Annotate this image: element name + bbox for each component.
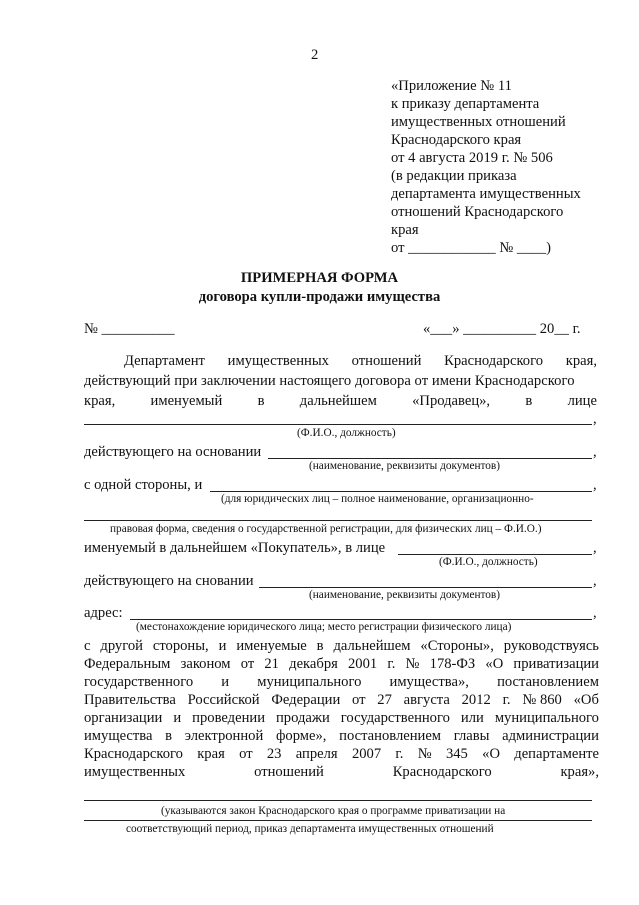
appendix-line: Краснодарского края (391, 132, 522, 148)
basis-label: действующего на основании (84, 444, 262, 460)
seller-rep-blank (84, 424, 592, 425)
paragraph-line: Правительства Российской Федерации от 27 августа 2012 г. № 860 «Об (84, 692, 599, 708)
caption-address: (местонахождение юридического лица; место регистрации физического лица) (136, 621, 512, 633)
address-blank (130, 619, 592, 620)
comma: , (593, 444, 597, 460)
appendix-line: имущественных отношений (391, 114, 566, 130)
law-blank (84, 800, 592, 801)
buyer-name-blank (210, 491, 592, 492)
appendix-line: к приказу департамента (391, 96, 540, 112)
buyer-basis-blank (259, 587, 592, 588)
page-number: 2 (311, 47, 319, 63)
one-side-label: с одной стороны, и (84, 477, 203, 493)
caption-legal: (для юридических лиц – полное наименование, организационно- (221, 493, 534, 505)
comma: , (593, 411, 597, 427)
comma: , (593, 540, 597, 556)
document-subtitle: договора купли-продажи имущества (198, 289, 441, 305)
seller-basis-blank (268, 458, 592, 459)
comma: , (593, 573, 597, 589)
buyer-named: именуемый в дальнейшем «Покупатель», в лице (84, 540, 386, 556)
address-label: адрес: (84, 605, 123, 621)
paragraph-line: имущества в электронной форме», постановлением главы администрации (84, 728, 599, 744)
appendix-line: от ____________ № ____) (391, 240, 551, 256)
appendix-block (391, 77, 581, 257)
paragraph-line: имущественных отношений Краснодарского края», (84, 764, 599, 780)
appendix-line: «Приложение № 11 (391, 78, 512, 94)
contract-number: № __________ (84, 321, 175, 337)
law-blank-2 (84, 820, 592, 821)
appendix-line: края (391, 222, 419, 238)
caption-docs: (наименование, реквизиты документов) (309, 589, 501, 601)
paragraph-line: Краснодарского края от 23 апреля 2007 г. № 345 «О департаменте (84, 746, 599, 762)
basis-label: действующего на сновании (84, 573, 254, 589)
paragraph-line: Департамент имущественных отношений Краснодарского края, (124, 353, 597, 369)
paragraph-2 (84, 637, 599, 781)
comma: , (593, 477, 597, 493)
appendix-line: департамента имущественных (391, 186, 581, 202)
contract-date: «___» __________ 20__ г. (423, 321, 581, 337)
paragraph-line: края, именуемый в дальнейшем «Продавец», в лице (84, 393, 597, 409)
caption-docs: (наименование, реквизиты документов) (309, 460, 501, 472)
caption-law-2: соответствующий период, приказ департамента имущественных отношений (126, 823, 494, 835)
caption-law: (указываются закон Краснодарского края о программе приватизации на (161, 805, 506, 817)
paragraph-line: действующий при заключении настоящего договора от имени Краснодарского (84, 373, 575, 389)
paragraph-line: Федеральным законом от 21 декабря 2001 г. № 178-ФЗ «О приватизации (84, 656, 599, 672)
buyer-name-blank-2 (84, 520, 592, 521)
comma: , (593, 605, 597, 621)
paragraph-line: с другой стороны, и именуемые в дальнейшем «Стороны», руководствуясь (84, 638, 599, 654)
paragraph-line: государственного и муниципального имущества», постановлением (84, 674, 599, 690)
appendix-line: отношений Краснодарского (391, 204, 564, 220)
appendix-line: от 4 августа 2019 г. № 506 (391, 150, 553, 166)
buyer-rep-blank (398, 554, 592, 555)
appendix-line: (в редакции приказа (391, 168, 517, 184)
caption-fio: (Ф.И.О., должность) (439, 556, 538, 568)
paragraph-line: организации и проведении продажи государственного или муниципального (84, 710, 599, 726)
caption-fio: (Ф.И.О., должность) (297, 427, 396, 439)
caption-legal-2: правовая форма, сведения о государственной регистрации, для физических лиц – Ф.И.О.) (110, 523, 542, 535)
document-title: ПРИМЕРНАЯ ФОРМА (240, 270, 399, 286)
